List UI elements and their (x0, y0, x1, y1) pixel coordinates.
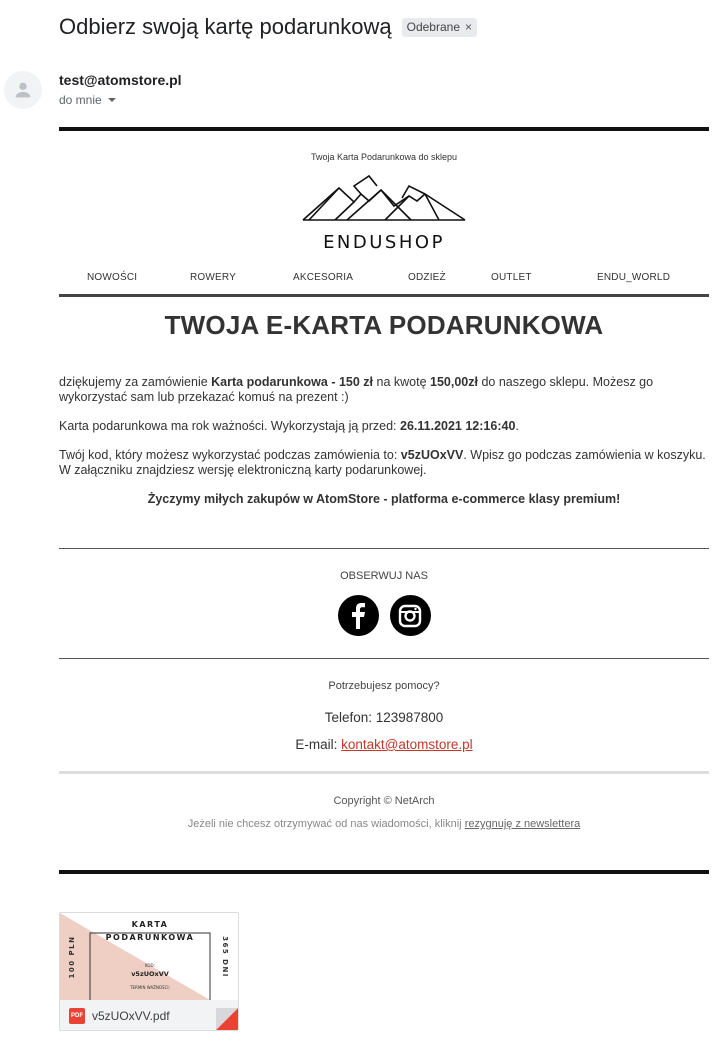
gift-code: v5zUOxVV (400, 448, 464, 462)
attachment-preview (60, 913, 239, 1000)
gift-card-thumbnail (60, 913, 239, 1000)
remove-label-icon[interactable]: × (465, 20, 473, 34)
recipient-details-toggle[interactable] (59, 93, 116, 107)
bottom-divider (59, 870, 709, 874)
help-heading: Potrzebujesz pomocy? (328, 680, 440, 692)
email-subject-row (59, 14, 477, 40)
nav-item-nowosci[interactable]: NOWOŚCI (87, 272, 138, 283)
validity-paragraph: Karta podarunkowa ma rok ważności. Wykorzystają ją przed: 26.11.2021 12:16:40. (59, 419, 519, 433)
file-fold-icon (200, 1008, 238, 1030)
attachment-card[interactable] (59, 912, 239, 1031)
sender-email[interactable]: test@atomstore.pl (59, 72, 182, 88)
facebook-icon[interactable] (338, 595, 379, 636)
pdf-icon: PDF (69, 1008, 85, 1024)
amount: 150,00zł (430, 375, 478, 389)
endushop-logo[interactable] (299, 168, 469, 258)
mountain-peak-box (354, 176, 377, 194)
unsubscribe-link[interactable]: rezygnuję z newslettera (464, 818, 581, 830)
person-icon (12, 79, 34, 101)
thumb-code-label: KOD: (145, 963, 155, 968)
facebook-glyph (348, 603, 368, 629)
inbox-label-chip[interactable] (402, 18, 477, 37)
mountain-ridge-4 (381, 190, 411, 220)
nav-item-outlet[interactable]: OUTLET (491, 272, 532, 283)
thumb-code: v5zUOxVV (131, 970, 169, 978)
unsubscribe-text: Jeżeli nie chcesz otrzymywać od nas wiadomości, kliknij rezygnuję z newslettera (187, 818, 581, 830)
social-top-divider (59, 548, 709, 549)
hero-title: TWOJA E-KARTA PODARUNKOWA (164, 310, 604, 340)
thumb-title-2: PODARUNKOWA (105, 933, 195, 942)
phone-number: Telefon: 123987800 (324, 710, 444, 725)
mountain-ridge-3 (347, 190, 381, 220)
contact-email-link[interactable]: kontakt@atomstore.pl (341, 737, 473, 752)
nav-item-rowery[interactable]: ROWERY (190, 272, 237, 283)
shop-nav (59, 264, 709, 294)
attachment-filename[interactable]: v5zUOxVV.pdf (92, 1009, 170, 1023)
recipient-label: do mnie (59, 93, 102, 107)
social-links (59, 595, 709, 636)
inbox-label-text: Odebrane (406, 20, 460, 34)
nav-item-akcesoria[interactable]: AKCESORIA (293, 272, 354, 283)
email-body (59, 127, 709, 874)
order-thanks-paragraph: dziękujemy za zamówienie Karta podarunkowa - 150 zł na kwotę 150,00zł do naszego sklepu. Możesz go wykorzystać sam lub przekazać komuś na prezent :) (59, 375, 654, 404)
top-divider (59, 127, 709, 131)
product-name: Karta podarunkowa - 150 zł (211, 375, 374, 389)
contact-email: E-mail: kontakt@atomstore.pl (295, 737, 473, 752)
social-bottom-divider (59, 658, 709, 659)
nav-item-endu-world[interactable]: ENDU_WORLD (597, 272, 671, 283)
code-paragraph: Twój kod, który możesz wykorzystać podczas zamówienia to: v5zUOxVV. Wpisz go podczas zamówienia w koszyku. W załączniku znajdziesz wersję elektroniczną karty podarunkowej. (59, 448, 706, 477)
instagram-icon[interactable] (390, 595, 431, 636)
chevron-down-icon (108, 98, 116, 102)
nav-item-odziez[interactable]: ODZIEŻ (408, 272, 446, 283)
footer-divider (59, 771, 709, 774)
thumb-days: 365 DNI (221, 936, 229, 978)
wish-text: Życzymy miłych zakupów w AtomStore - platforma e-commerce klasy premium! (147, 492, 621, 506)
instagram-glyph (398, 604, 422, 628)
mountain-ridge-1 (309, 188, 339, 220)
nav-divider (59, 294, 709, 297)
thumb-term: TERMIN WAŻNOŚCI: (130, 985, 170, 990)
thumb-title-1: KARTA (131, 920, 169, 929)
copyright: Copyright © NetArch (333, 795, 435, 807)
expiry-date: 26.11.2021 12:16:40 (400, 419, 516, 433)
follow-heading: OBSERWUJ NAS (340, 570, 428, 582)
sender-avatar[interactable] (4, 71, 42, 109)
brand-name: ENDUSHOP (323, 232, 445, 253)
thumb-amount: 100 PLN (68, 935, 76, 979)
tagline: Twoja Karta Podarunkowa do sklepu (310, 152, 458, 162)
email-subject: Odbierz swoją kartę podarunkową (59, 14, 392, 39)
